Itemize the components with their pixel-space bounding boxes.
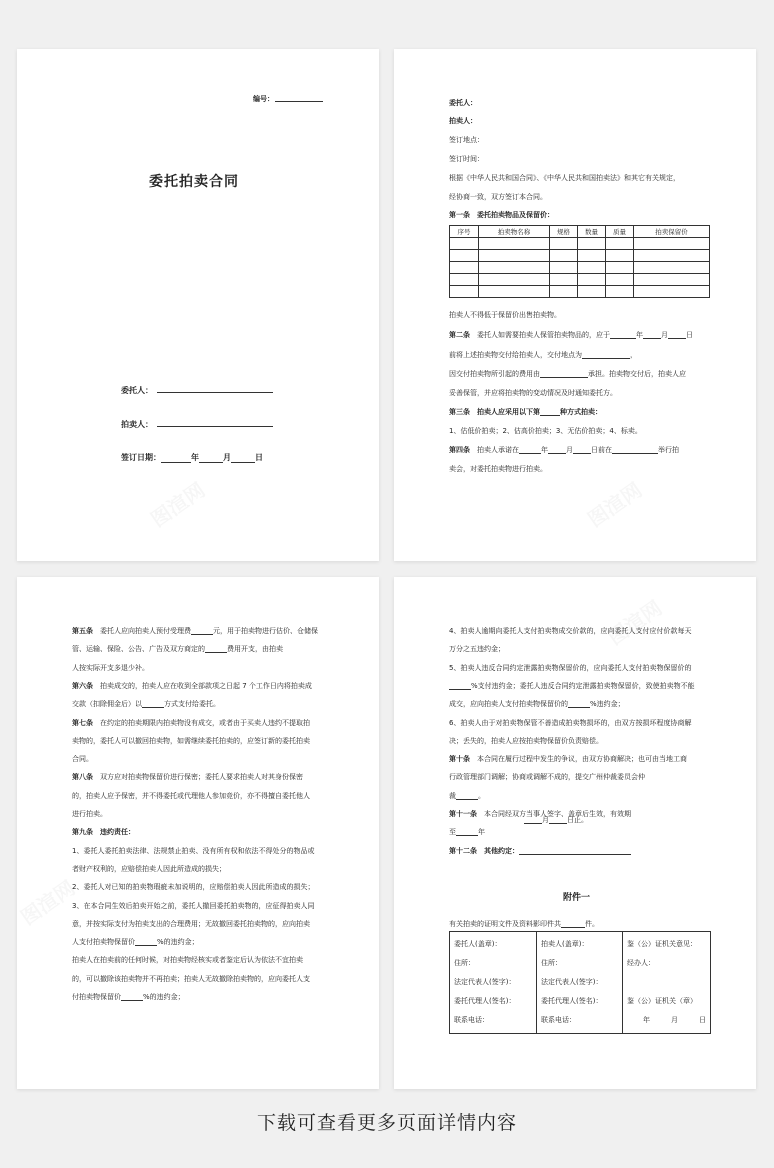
principal-label: 委托人： (121, 386, 153, 395)
body-line: 进行拍卖。 (72, 810, 107, 818)
auctioneer-blank (157, 419, 273, 427)
body-line: 第十条 本合同在履行过程中发生的争议，由双方协商解决；也可由当地工商 (449, 755, 687, 764)
article-3-options: 1、估低价拍卖；2、估高价拍卖；3、无估价拍卖；4、标卖。 (449, 427, 642, 435)
body-line: 万分之五违约金； (449, 645, 505, 654)
article-4-line-2: 卖会，对委托拍卖物进行拍卖。 (449, 465, 547, 473)
signature-row (450, 932, 711, 1034)
body-line: 者财产权利的，应赔偿拍卖人因此所造成的损失； (72, 864, 226, 873)
article-2-line-3: 因交付拍卖物所引起的费用由 承担。拍卖物交付后，拍卖人应 (449, 370, 686, 378)
auctioneer-signature-cell: 拍卖人(盖章)： 住所： 法定代表人(签字)： 委托代理人(签名)： 联系电话： (537, 932, 623, 1034)
body-line: 卖物的，委托人可以撤回拍卖物，如需继续委托拍卖的，应签订新的委托拍卖 (72, 736, 310, 745)
annex-title: 附件一 (563, 893, 591, 903)
cover-page (17, 49, 379, 561)
article-2-line-4: 妥善保管，并应将拍卖物的变动情况及时通知委托方。 (449, 389, 617, 397)
table-header: 数量 (578, 226, 606, 238)
body-line: 第六条 拍卖成交的，拍卖人应在收到全部款项之日起 7 个工作日内将拍卖成 (72, 681, 312, 690)
contract-number-label: 编号： (253, 95, 274, 103)
table-row (450, 286, 710, 298)
article-4-line-1: 第四条 拍卖人承诺在 年 月 日前在 举行拍 (449, 446, 679, 454)
table-header: 拍卖保留价 (634, 226, 710, 238)
annex-intro: 有关拍卖的证明文件及资料影印件共 件。 (449, 920, 599, 928)
contract-page-4 (394, 577, 756, 1089)
table-header: 规格 (550, 226, 578, 238)
body-line: 第七条 在约定的拍卖期限内拍卖物没有成交，或者由于买卖人违约不提取拍 (72, 718, 310, 727)
body-line: 人按实际开支多退少补。 (72, 663, 149, 672)
body-line: 交款（扣除佣金后）以 方式支付给委托。 (72, 700, 220, 709)
body-line: 成交，应向拍卖人支付拍卖物保留价的 %违约金； (449, 700, 625, 709)
contract-title: 委托拍卖合同 (149, 174, 239, 190)
body-line: 管、运输、保险、公告、广告及双方商定的 费用开支，由拍卖 (72, 645, 283, 654)
signature-table (449, 931, 711, 1034)
table-row (450, 238, 710, 250)
article-2-line-2: 前将上述拍卖物交付给拍卖人，交付地点为 ， (449, 351, 637, 359)
principal-line: 委托人： (449, 99, 477, 107)
table-header: 质量 (606, 226, 634, 238)
body-line: 行政管理部门调解；协商或调解不成的，提交广州仲裁委员会仲 (449, 773, 645, 782)
body-line: 第十一条 本合同经双方当事人签字、盖章后生效，有效期 (449, 810, 631, 818)
principal-signature-cell: 委托人(盖章)： 住所： 法定代表人(签字)： 委托代理人(签名)： 联系电话： (450, 932, 537, 1034)
notary-cell: 鉴（公）证机关意见： 经办人： 鉴（公）证机关（章） 年 月 日 (623, 932, 711, 1034)
body-line: 2、委托人对已知的拍卖物瑕疵未加说明的，应赔偿拍卖人因此所造成的损失； (72, 883, 315, 892)
auctioneer-line: 拍卖人： (449, 117, 477, 125)
body-line: 付拍卖物保留价 %的违约金； (72, 993, 185, 1001)
body-line: 第八条 双方应对拍卖物保留价进行保密；委托人要求拍卖人对其身份保密 (72, 773, 303, 782)
body-line: 裁 。 (449, 791, 485, 800)
table-header: 序号 (450, 226, 479, 238)
body-line: 4、拍卖人逾期向委托人支付拍卖物成交价款的，应向委托人支付应付价款每天 (449, 627, 692, 635)
body-line: 的，可以撤除该拍卖物并不再拍卖；拍卖人无故撤除拍卖物的，应向委托人支 (72, 974, 310, 983)
download-prompt[interactable]: 下载可查看更多页面详情内容 (256, 1112, 517, 1134)
intro-line-2: 经协商一致，双方签订本合同。 (449, 193, 547, 201)
intro-line-1: 根据《中华人民共和国合同》、《中华人民共和国拍卖法》和其它有关规定， (449, 174, 680, 182)
watermark (601, 592, 667, 650)
article-3-heading: 第三条 拍卖人应采用以下第 种方式拍卖： (449, 408, 602, 416)
body-line: 决；丢失的，拍卖人应按拍卖物保留价负责赔偿。 (449, 736, 603, 745)
body-line: 意，并按实际支付为拍卖支出的合理费用；无故撤回委托拍卖物的，应向拍卖 (72, 919, 310, 928)
body-line: 的，拍卖人应予保密，并不得委托或代理他人参加竞价，亦不得擅自委托他人 (72, 791, 310, 800)
article-2-line-1: 第二条 委托人如需要拍卖人保管拍卖物品的，应于 年 月 日 (449, 331, 693, 339)
contract-page-2 (394, 49, 756, 561)
watermark (14, 872, 80, 930)
body-line: 第五条 委托人应向拍卖人预付受理费 元，用于拍卖物进行估价、仓储保 (72, 627, 318, 635)
body-line: 5、拍卖人违反合同约定泄露拍卖物保留价的，应向委托人支付拍卖物保留价的 (449, 663, 692, 672)
auctioneer-label: 拍卖人： (121, 420, 153, 429)
contract-page-3 (17, 577, 379, 1089)
auction-items-table (449, 225, 710, 298)
table-row (450, 262, 710, 274)
table-row (450, 274, 710, 286)
body-line: 人支付拍卖物保留价 %的违约金； (72, 938, 199, 947)
contract-number-blank (275, 94, 323, 102)
body-line: 合同。 (72, 755, 93, 764)
watermark (581, 474, 647, 532)
body-line: 6、拍卖人由于对拍卖物保管不善造成拍卖物损坏的，由双方按损坏程度协商解 (449, 718, 692, 727)
table-row (450, 250, 710, 262)
body-line: 3、在本合同生效后拍卖开始之前，委托人撤回委托拍卖物的，应征得拍卖人同 (72, 901, 315, 910)
body-line: %支付违约金；委托人违反合同约定泄露拍卖物保留价，致使拍卖物不能 (449, 682, 695, 690)
body-line: 至 年 (449, 828, 485, 837)
signing-place: 签订地点： (449, 136, 484, 144)
table-header: 拍卖物名称 (479, 226, 550, 238)
reserve-note: 拍卖人不得低于保留价出售拍卖物。 (449, 311, 561, 319)
table-header-row (450, 226, 710, 238)
article-1-heading: 第一条 委托拍卖物品及保留价： (449, 211, 554, 219)
body-line: 1、委托人委托拍卖法律、法规禁止拍卖、没有所有权和依法不得处分的物品或 (72, 846, 315, 855)
body-line: 拍卖人在拍卖前的任何时候，对拍卖物经核实或者鉴定后认为依法不宜拍卖 (72, 956, 303, 965)
validity-end: 月 日止。 (524, 816, 588, 824)
signing-time: 签订时间： (449, 155, 484, 163)
body-line: 第十二条 其他约定： (449, 847, 631, 855)
watermark (144, 474, 210, 532)
signing-date-label: 签订日期： 年 月 日 (121, 453, 263, 462)
principal-blank (157, 385, 273, 393)
body-line: 第九条 违约责任： (72, 828, 135, 837)
